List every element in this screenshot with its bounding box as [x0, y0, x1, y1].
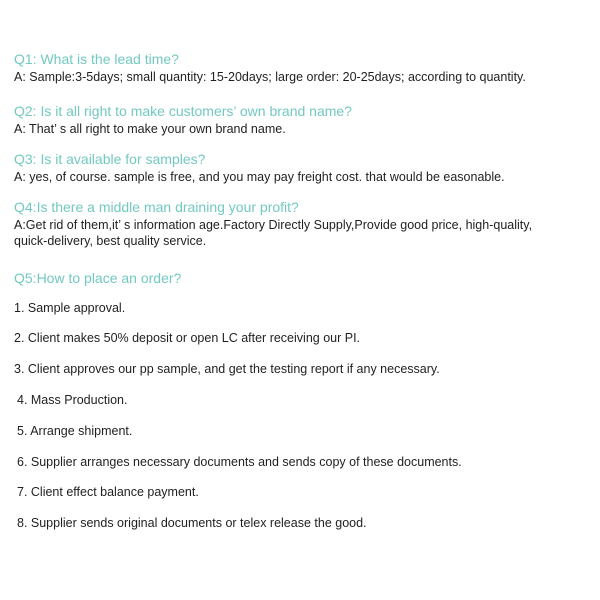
faq-answer-1: A: Sample:3-5days; small quantity: 15-20days; large order: 20-25days; according to quantity.	[14, 70, 526, 84]
order-step-7: 7. Client effect balance payment.	[17, 485, 199, 499]
faq-answer-3: A: yes, of course. sample is free, and you may pay freight cost. that would be easonable.	[14, 170, 505, 184]
faq-answer-4: A:Get rid of them,it’ s information age.Factory Directly Supply,Provide good price, high-quality, quick-delivery, best quality service.	[14, 218, 533, 248]
order-step-2: 2. Client makes 50% deposit or open LC after receiving our PI.	[14, 331, 361, 345]
faq-question-1: Q1: What is the lead time?	[14, 51, 179, 67]
faq-question-5: Q5:How to place an order?	[14, 270, 182, 286]
faq-question-2: Q2: Is it all right to make customers’ own brand name?	[14, 103, 352, 119]
order-step-4: 4. Mass Production.	[17, 393, 128, 407]
order-step-6: 6. Supplier arranges necessary documents and sends copy of these documents.	[17, 455, 462, 469]
order-step-8: 8. Supplier sends original documents or telex release the good.	[17, 516, 367, 530]
order-step-5: 5. Arrange shipment.	[17, 424, 133, 438]
faq-question-3: Q3: Is it available for samples?	[14, 151, 206, 167]
faq-question-4: Q4:Is there a middle man draining your profit?	[14, 199, 299, 215]
order-step-1: 1. Sample approval.	[14, 301, 126, 315]
order-step-3: 3. Client approves our pp sample, and get the testing report if any necessary.	[14, 362, 440, 376]
faq-answer-2: A: That’ s all right to make your own brand name.	[14, 122, 286, 136]
